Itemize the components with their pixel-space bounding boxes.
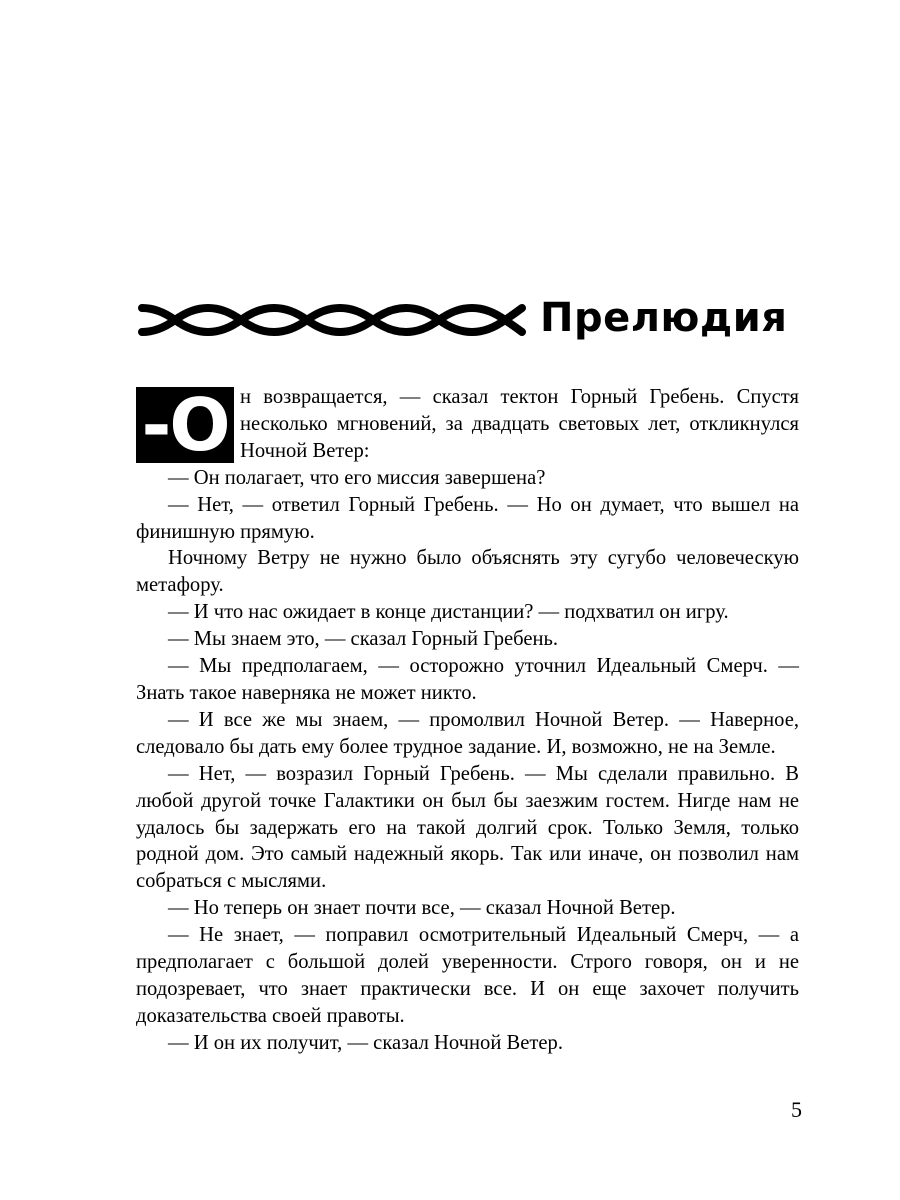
braid-ornament-icon xyxy=(136,296,528,344)
paragraph: — Но теперь он знает почти все, — сказал Ночной Ветер. xyxy=(168,897,676,920)
paragraph: — Он полагает, что его миссия завершена? xyxy=(168,466,546,489)
paragraph: — Мы знаем это, — сказал Горный Гребень. xyxy=(168,628,559,651)
body-text xyxy=(136,384,799,1057)
paragraph: — Мы предполагаем, — осторожно уточнил Идеальный Смерч. — Знать такое наверняка не может никто. xyxy=(136,655,799,704)
drop-cap xyxy=(136,383,234,467)
chapter-header xyxy=(136,292,800,348)
chapter-title: Прелюдия xyxy=(540,295,788,341)
paragraph: — И он их получит, — сказал Ночной Ветер. xyxy=(168,1031,563,1054)
drop-cap-letter: -О xyxy=(141,383,229,467)
paragraph xyxy=(136,384,799,465)
paragraph: — И что нас ожидает в конце дистанции? — подхватил он игру. xyxy=(168,601,729,624)
paragraph-text: н возвращается, — сказал тектон Горный Гребень. Спустя несколько мгновений, за двадцать световых лет, откликнулся Ночной Ветер: xyxy=(240,386,799,462)
paragraph: — Не знает, — поправил осмотрительный Идеальный Смерч, — а предполагает с большой долей уверенности. Строго говоря, он и не подозревает, что знает практически все. И он еще захочет получить доказательства своей правоты. xyxy=(136,924,799,1027)
paragraph: — Нет, — ответил Горный Гребень. — Но он думает, что вышел на финишную прямую. xyxy=(136,493,799,543)
paragraph: Ночному Ветру не нужно было объяснять эту сугубо человеческую метафору. xyxy=(136,547,799,597)
paragraph: — Нет, — возразил Горный Гребень. — Мы сделали правильно. В любой другой точке Галактики он был бы заезжим гостем. Нигде нам не удалось бы задержать его на такой долгий срок. Только Земля, только родной дом. Это самый надежный якорь. Так или иначе, он позволил нам собраться с мыслями. xyxy=(136,762,799,893)
page-number: 5 xyxy=(791,1097,802,1122)
paragraph: — И все же мы знаем, — промолвил Ночной Ветер. — Наверное, следовало бы дать ему более трудное задание. И, возможно, не на Земле. xyxy=(136,708,799,758)
